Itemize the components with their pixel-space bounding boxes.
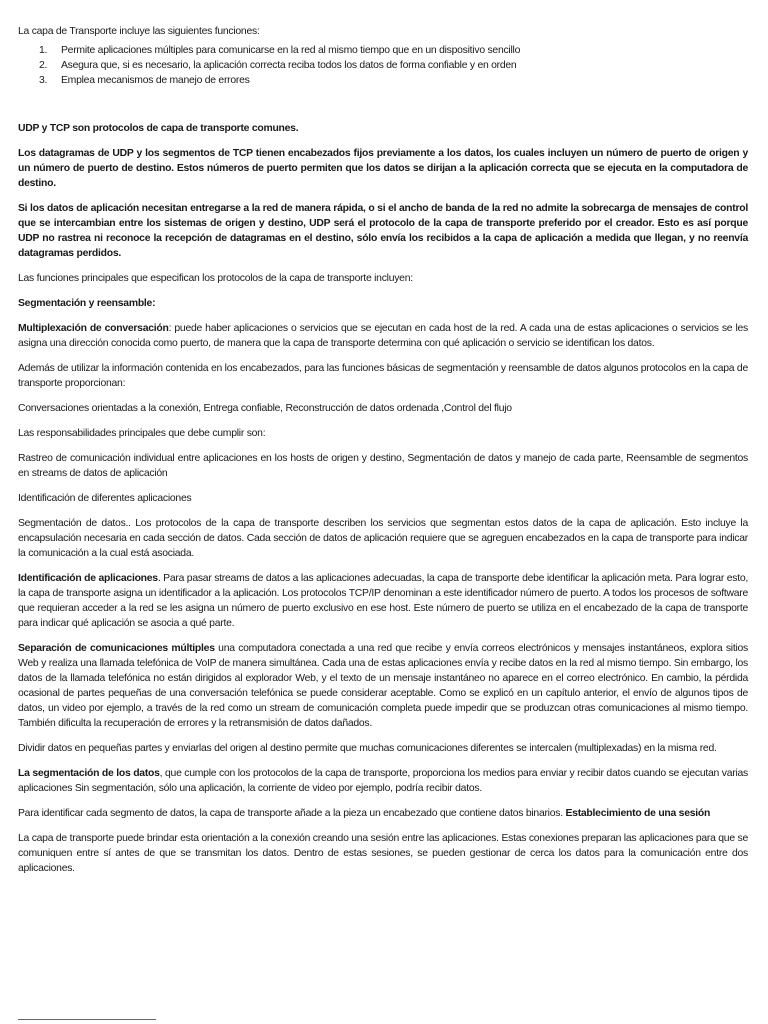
list-item-text: Asegura que, si es necesario, la aplicación correcta reciba todos los datos de forma confiable y en orden (61, 60, 517, 71)
multiplex-label: Multiplexación de conversación (18, 323, 169, 334)
functions-list (18, 43, 748, 88)
app-id-label: Identificación de aplicaciones (18, 573, 158, 584)
responsibilities-intro: Las responsabilidades principales que debe cumplir son: (18, 428, 266, 439)
segmentation-title: Segmentación y reensamble: (18, 298, 156, 309)
session-heading: Establecimiento de una sesión (565, 808, 711, 819)
list-item (18, 43, 748, 58)
intro-text: La capa de Transporte incluye las siguientes funciones: (18, 26, 260, 37)
list-item-text: Emplea mecanismos de manejo de errores (61, 75, 250, 86)
udp-tcp-paragraph-2: Si los datos de aplicación necesitan entregarse a la red de manera rápida, o si el ancho de banda de la red no admite la sobrecarga de mensajes de control que se intercambian entre los sistemas de origen y destino, UDP será el protocolo de la capa de transporte preferido por el creador. Esto es así porque UDP no rastrea ni reconoce la recepción de datagramas en el destino, sólo envía los recibidos a la capa de aplicación a medida que llegan, y no reenvía datagramas perdidos. (18, 203, 748, 259)
separation-label: Separación de comunicaciones múltiples (18, 643, 215, 654)
additional-paragraph: Además de utilizar la información contenida en los encabezados, para las funciones básicas de segmentación y reensamble de datos algunos protocolos en la capa de transporte proporcionan: (18, 363, 748, 389)
session-paragraph: La capa de transporte puede brindar esta orientación a la conexión creando una sesión entre las aplicaciones. Estas conexiones preparan las aplicaciones para que se comuniquen entre sí antes de que se transmitan los datos. Dentro de estas sesiones, se pueden gestionar de cerca los datos para la comunicación entre dos aplicaciones. (18, 833, 748, 874)
list-item (18, 58, 748, 73)
list-number: 2. (39, 60, 48, 71)
identify-segment-paragraph (18, 806, 748, 821)
app-id-text: . Para pasar streams de datos a las aplicaciones adecuadas, la capa de transporte debe identificar la aplicación meta. Para lograr esto, la capa de transporte asigna un identificador a la aplicación. Los protocolos TCP/IP denominan a este identificador número de puerto. A todos los procesos de software que requieran acceder a la red se les asigna un número de puerto exclusivo en ese host. Este número de puerto se utiliza en el encabezado de la capa de transporte para indicar qué aplicación se asocia a qué parte. (18, 573, 748, 629)
seg-data-text: , que cumple con los protocolos de la capa de transporte, proporciona los medios para enviar y recibir datos cuando se ejecutan varias aplicaciones Sin segmentación, sólo una aplicación, la corriente de video por ejemplo, podría recibir datos. (18, 768, 748, 794)
app-id-paragraph (18, 571, 748, 631)
separation-paragraph (18, 641, 748, 731)
udp-tcp-paragraph-1: Los datagramas de UDP y los segmentos de TCP tienen encabezados fijos previamente a los datos, los cuales incluyen un número de puerto de origen y un número de puerto de destino. Estos números de puerto permiten que los datos se dirijan a la aplicación correcta que se ejecuta en la computadora de destino. (18, 148, 748, 189)
udp-tcp-title: UDP y TCP son protocolos de capa de transporte comunes. (18, 123, 299, 134)
identification-heading: Identificación de diferentes aplicaciones (18, 493, 192, 504)
seg-data-label: La segmentación de los datos (18, 768, 160, 779)
responsibilities-paragraph: Rastreo de comunicación individual entre aplicaciones en los hosts de origen y destino, Segmentación de datos y manejo de cada parte, Reensamble de segmentos en streams de datos de aplicación (18, 453, 748, 479)
list-number: 3. (39, 75, 48, 86)
footer-divider (18, 1019, 156, 1020)
multiplex-paragraph (18, 321, 748, 351)
divide-paragraph: Dividir datos en pequeñas partes y enviarlas del origen al destino permite que muchas comunicaciones diferentes se intercalen (multiplexadas) en la misma red. (18, 743, 717, 754)
multiplex-text: : puede haber aplicaciones o servicios que se ejecutan en cada host de la red. A cada una de estas aplicaciones o servicios se les asigna una dirección conocida como puerto, de manera que la capa de transporte determina con qué aplicación o servicio se identifican los datos. (18, 323, 748, 349)
identify-segment-text: Para identificar cada segmento de datos, la capa de transporte añade a la pieza un encabezado que contiene datos binarios. (18, 808, 566, 819)
separation-text: una computadora conectada a una red que recibe y envía correos electrónicos y mensajes instantáneos, explora sitios Web y realiza una llamada telefónica de VoIP de manera simultánea. Cada una de estas aplicaciones envía y recibe datos en la red al mismo tiempo. Sin embargo, los datos de la llamada telefónica no están dirigidos al explorador Web, y el texto de un mensaje instantáneo no aparece en el correo electrónico. En cambio, la pérdida ocasional de partes pequeñas de una conversación telefónica se puede considerar aceptable. Como se explicó en un capítulo anterior, el envío de algunos tipos de datos, un video por ejemplo, a través de la red como un stream de comunicación completa puede impedir que se produzcan otras comunicaciones al mismo tiempo. También dificulta la recuperación de errores y la retransmisión de datos dañados. (18, 643, 748, 729)
list-number: 1. (39, 45, 48, 56)
main-functions-intro: Las funciones principales que especifican los protocolos de la capa de transporte incluyen: (18, 273, 413, 284)
list-item (18, 73, 748, 88)
segmentation-data-paragraph: Segmentación de datos.. Los protocolos de la capa de transporte describen los servicios que segmentan estos datos de la capa de aplicación. Esto incluye la encapsulación necesaria en cada sección de datos. Cada sección de datos de aplicación requiere que se agreguen encabezados en la capa de transporte para indicar la comunicación a la cual está asociada. (18, 518, 748, 559)
features-paragraph: Conversaciones orientadas a la conexión, Entrega confiable, Reconstrucción de datos ordenada ,Control del flujo (18, 403, 512, 414)
seg-data-paragraph (18, 766, 748, 796)
document-body (18, 24, 748, 886)
list-item-text: Permite aplicaciones múltiples para comunicarse en la red al mismo tiempo que en un dispositivo sencillo (61, 45, 521, 56)
